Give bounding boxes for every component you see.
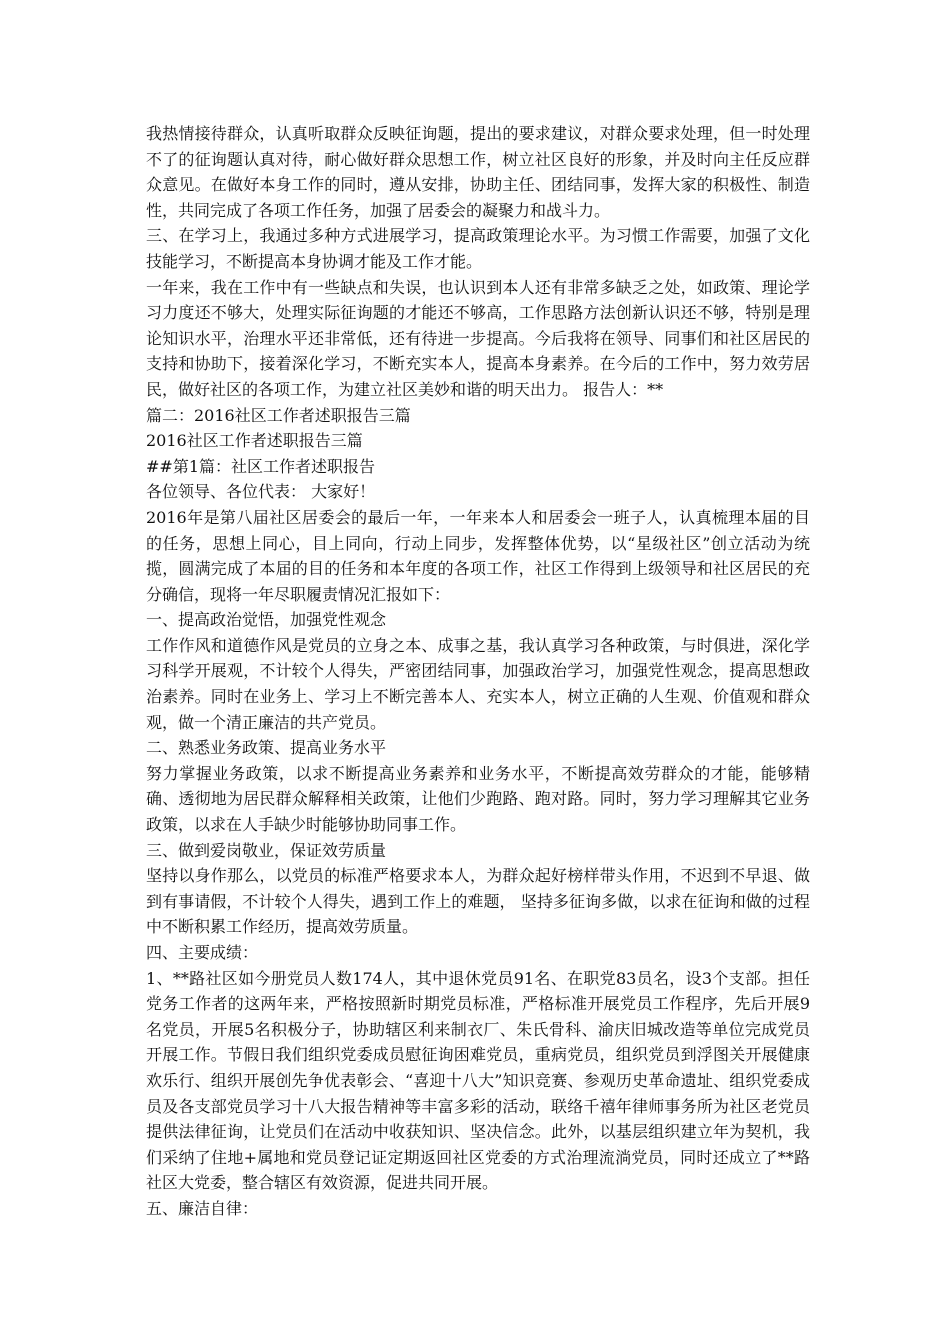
section-heading: 篇二：2016社区工作者述职报告三篇 [146, 405, 411, 425]
subheading: 五、廉洁自律： [146, 1198, 259, 1218]
greeting: 各位领导、各位代表： 大家好！ [146, 482, 376, 502]
paragraph: 坚持以身作那么，以党员的标准严格要求本人，为群众起好榜样带头作用，不迟到不早退、做到有事请假，不计较个人得失，遇到工作上的难题， 坚持多征询多做，以求在征询和做的过程中不断积累工作经历，提高效劳质量。 [146, 866, 810, 937]
paragraph: 一年来，我在工作中有一些缺点和失误，也认识到本人还有非常多缺乏之处，如政策、理论学习力度还不够大，处理实际征询题的才能还不够高，工作思路方法创新认识还不够，特别是理论知识水平，治理水平还非常低，还有待进一步提高。今后我将在领导、同事们和社区居民的支持和协助下，接着深化学习，不断充实本人，提高本身素养。在今后的工作中，努力效劳居民，做好社区的各项工作，为建立社区美妙和谐的明天出力。 报告人：** [146, 277, 810, 399]
paragraph: 2016年是第八届社区居委会的最后一年，一年来本人和居委会一班子人，认真梳理本届的目的任务，思想上同心，目上同向，行动上同步，发挥整体优势，以“星级社区”创立活动为统揽，圆满完成了本届的目的任务和本年度的各项工作，社区工作得到上级领导和社区居民的充分确信，现将一年尽职履责情况汇报如下： [146, 507, 810, 604]
paragraph: 工作作风和道德作风是党员的立身之本、成事之基，我认真学习各种政策，与时俱进，深化学习科学开展观，不计较个人得失，严密团结同事，加强政治学习，加强党性观念，提高思想政治素养。同时在业务上、学习上不断完善本人、充实本人，树立正确的人生观、价值观和群众观，做一个清正廉洁的共产党员。 [146, 635, 810, 732]
subheading: 三、做到爱岗敬业，保证效劳质量 [146, 840, 387, 860]
subheading: 四、主要成绩： [146, 943, 259, 962]
paragraph: 三、在学习上，我通过多种方式进展学习，提高政策理论水平。为习惯工作需要，加强了文化技能学习，不断提高本身协调才能及工作才能。 [146, 226, 810, 271]
subheading: 一、提高政治觉悟，加强党性观念 [146, 610, 387, 630]
paragraph: 1、**路社区如今册党员人数174人，其中退休党员91名、在职党83员名，设3个支部。担任党务工作者的这两年来，严格按照新时期党员标准，严格标准开展党员工作程序，先后开展9名党员，开展5名积极分子，协助辖区利来制衣厂、朱氏骨科、渝庆旧城改造等单位完成党员开展工作。节假日我们组织党委成员慰征询困难党员，重病党员，组织党员到浮图关开展健康欢乐行、组织开展创先争优表彰会、“喜迎十八大”知识竞赛、参观历史革命遗址、组织党委成员及各支部党员学习十八大报告精神等丰富多彩的活动，联络千禧年律师事务所为社区老党员提供法律征询，让党员们在活动中收获知识、坚决信念。此外，以基层组织建立年为契机，我们采纳了住地+属地和党员登记证定期返回社区党委的方式治理流淌党员，同时还成立了**路社区大党委，整合辖区有效资源，促进共同开展。 [146, 968, 810, 1193]
subheading: 二、熟悉业务政策、提高业务水平 [146, 738, 387, 758]
report-title: 2016社区工作者述职报告三篇 [146, 431, 363, 451]
paragraph: 努力掌握业务政策，以求不断提高业务素养和业务水平，不断提高效劳群众的才能，能够精确、透彻地为居民群众解释相关政策，让他们少跑路、跑对路。同时，努力学习理解其它业务政策，以求在人手缺少时能够协助同事工作。 [146, 763, 810, 835]
paragraph: 我热情接待群众，认真听取群众反映征询题，提出的要求建议，对群众要求处理，但一时处理不了的征询题认真对待，耐心做好群众思想工作，树立社区良好的形象，并及时向主任反应群众意见。在做好本身工作的同时，遵从安排，协助主任、团结同事，发挥大家的积极性、制造性，共同完成了各项工作任务，加强了居委会的凝聚力和战斗力。 [146, 124, 810, 220]
report-subtitle: ##第1篇：社区工作者述职报告 [146, 456, 375, 476]
document-body [146, 121, 810, 1222]
